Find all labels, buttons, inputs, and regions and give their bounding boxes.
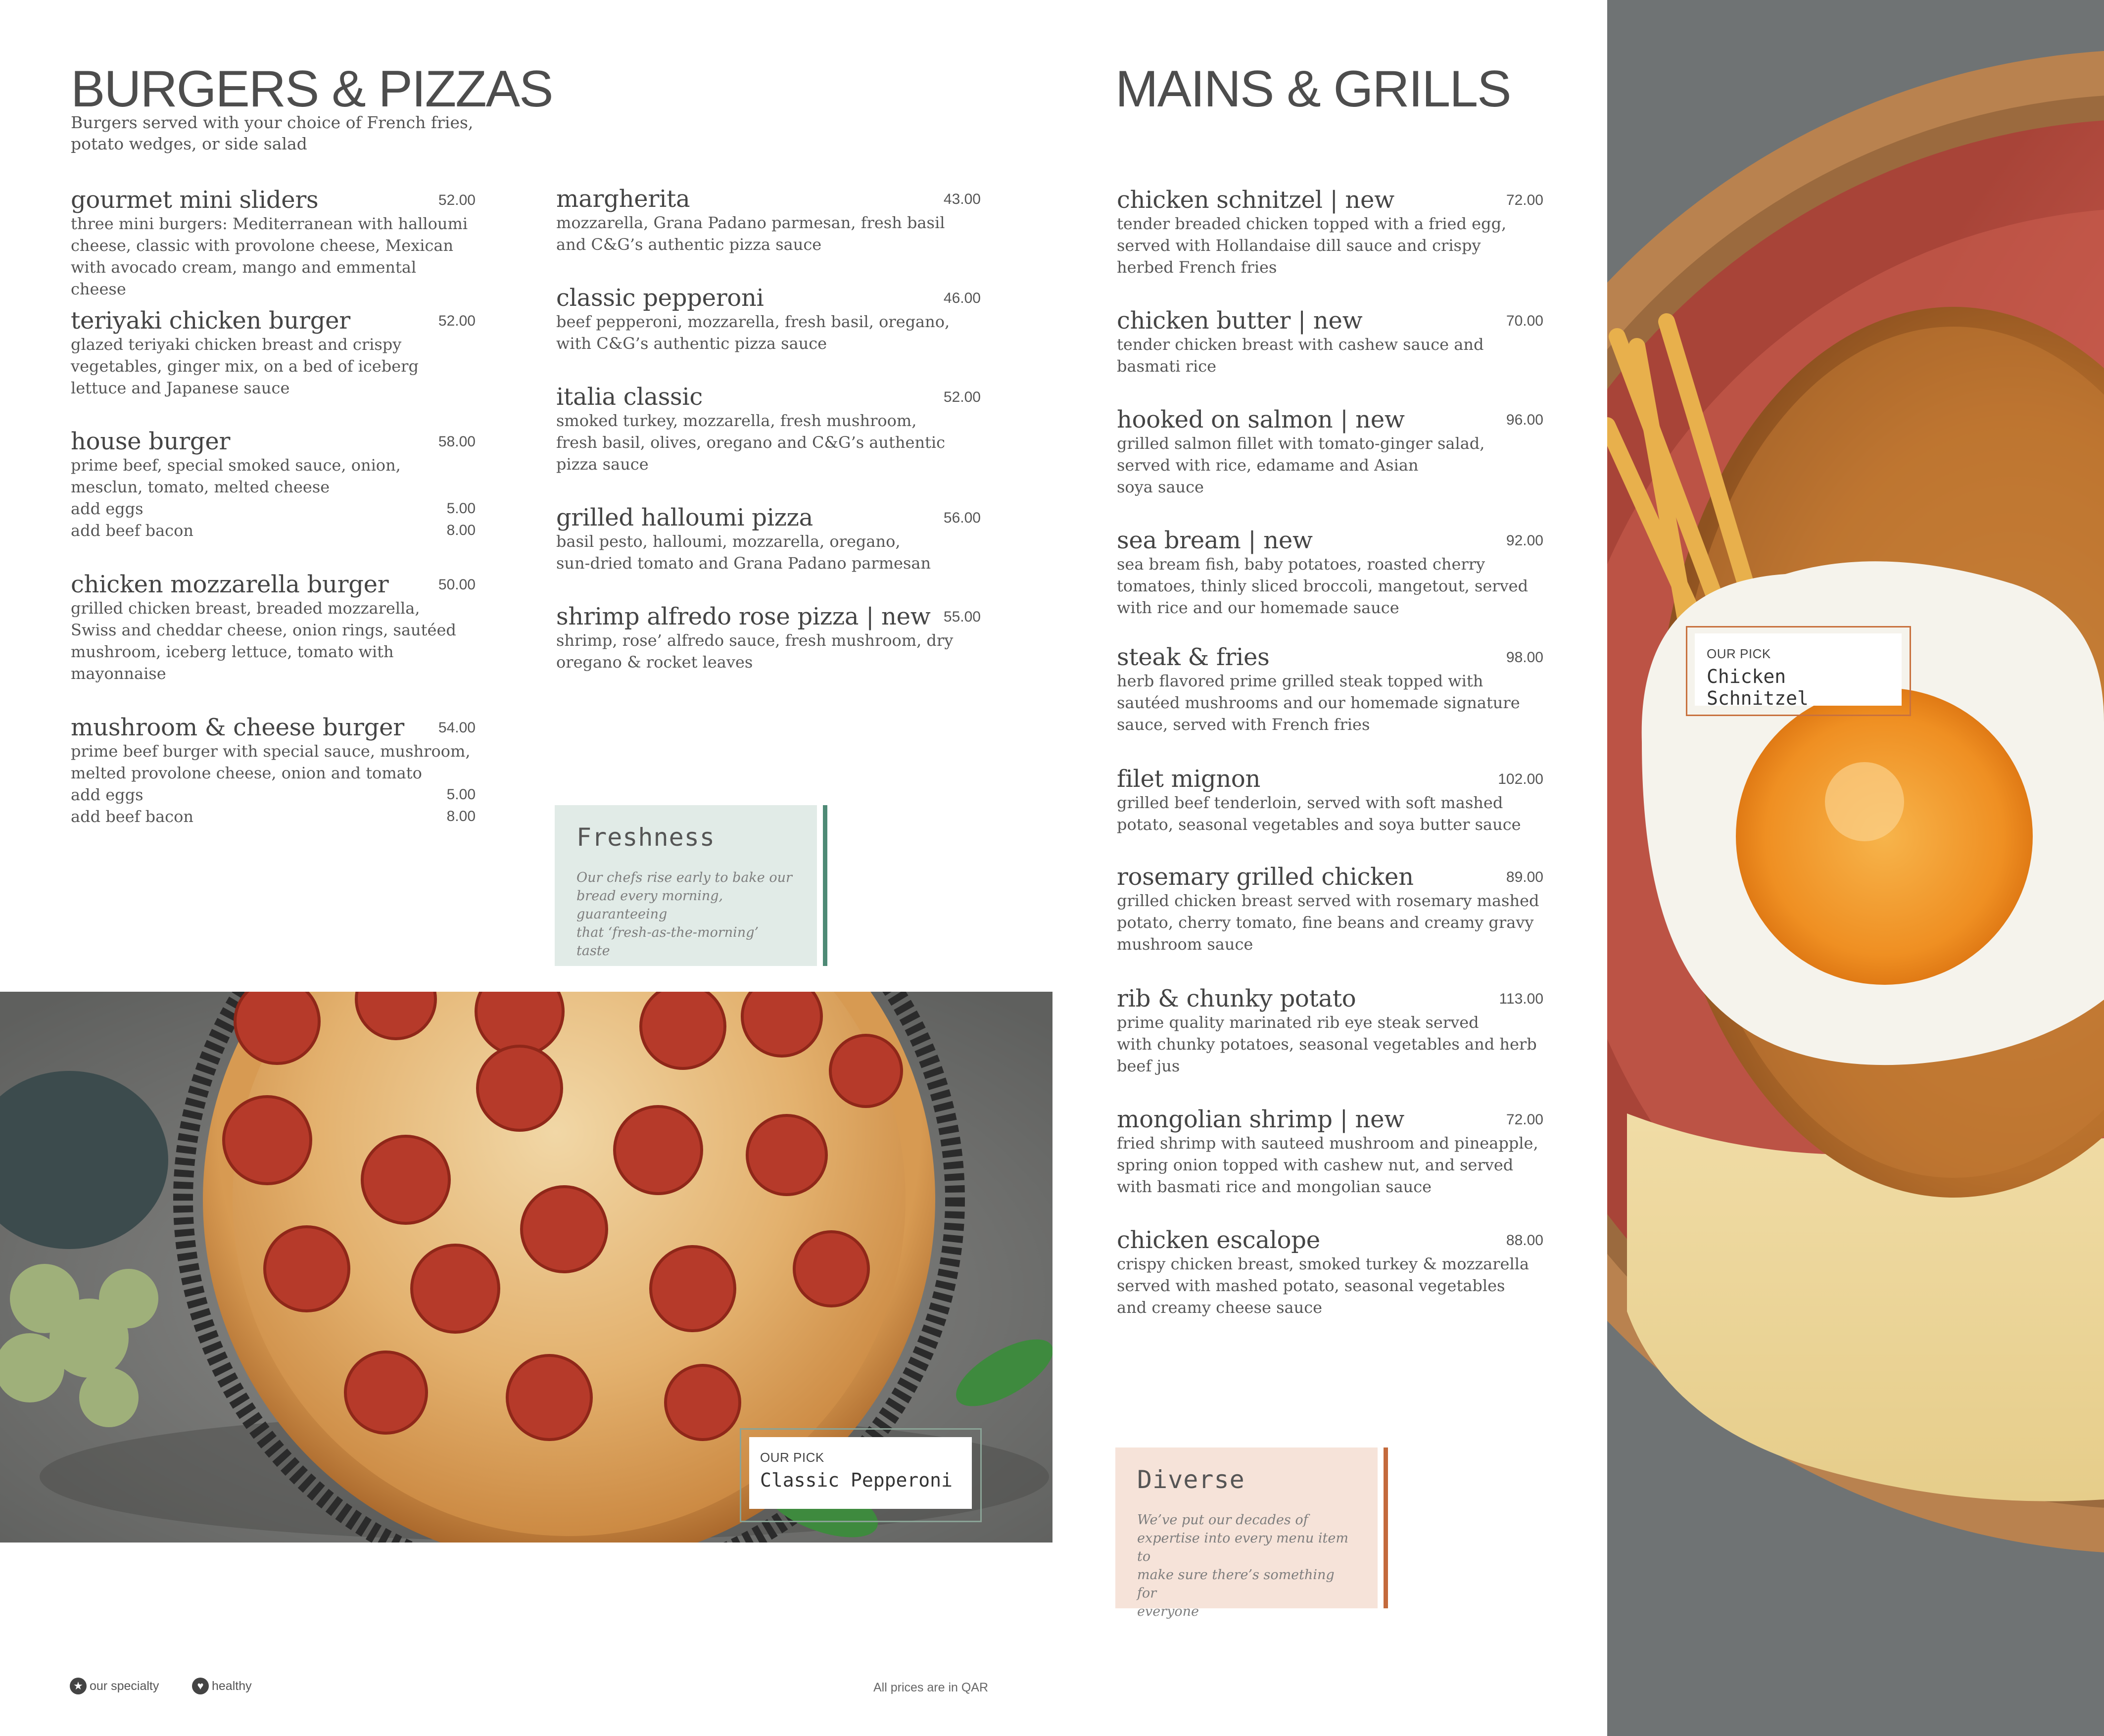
- item-price: 43.00: [943, 191, 981, 207]
- pepperoni-pick-card: [749, 1437, 972, 1509]
- pick-name: Chicken Schnitzel: [1707, 666, 1809, 709]
- freshness-title: Freshness: [576, 823, 715, 852]
- item-price: 72.00: [1506, 192, 1543, 208]
- item-description: tender chicken breast with cashew sauce and basmati rice: [1117, 335, 1484, 376]
- diverse-accent-bar: [1384, 1447, 1388, 1608]
- item-price: 52.00: [943, 389, 981, 405]
- item-description: fried shrimp with sauteed mushroom and pineapple, spring onion topped with cashew nut, and served with basmati rice and mongolian sauce: [1117, 1134, 1538, 1196]
- item-name: filet mignon: [1117, 765, 1261, 793]
- item-description: three mini burgers: Mediterranean with halloumi cheese, classic with provolone cheese, Mexican with avocado cream, mango and emmental cheese: [71, 214, 468, 298]
- freshness-accent-bar: [823, 805, 827, 966]
- item-price: 54.00: [438, 720, 476, 736]
- menu-item-chicken-schnitzel: [1117, 187, 1543, 278]
- item-name: sea bream | new: [1117, 527, 1313, 554]
- menu-item-shrimp-alfredo-rose-pizza: [556, 604, 981, 673]
- menu-item-hooked-on-salmon: [1117, 407, 1543, 498]
- item-price: 58.00: [438, 434, 476, 450]
- item-price: 102.00: [1498, 771, 1543, 787]
- item-name: house burger: [71, 428, 231, 455]
- item-description: grilled salmon fillet with tomato-ginger salad, served with rice, edamame and Asian soya sauce: [1117, 434, 1485, 496]
- item-price: 46.00: [943, 290, 981, 306]
- freshness-text: Our chefs rise early to bake our bread every morning, guaranteeing that ‘fresh-as-the-morning’ taste: [576, 870, 792, 959]
- schnitzel-pick-card: [1695, 633, 1902, 709]
- menu-item-grilled-halloumi-pizza: [556, 505, 981, 574]
- item-description: prime quality marinated rib eye steak served with chunky potatoes, seasonal vegetables and herb beef jus: [1117, 1013, 1537, 1075]
- item-description: beef pepperoni, mozzarella, fresh basil, oregano, with C&G’s authentic pizza sauce: [556, 312, 950, 353]
- item-price: 96.00: [1506, 412, 1543, 428]
- item-extra: add beef bacon 8.00: [71, 521, 476, 540]
- item-name: italia classic: [556, 383, 703, 411]
- item-name: chicken mozzarella burger: [71, 571, 389, 598]
- item-price: 56.00: [943, 510, 981, 526]
- item-description: grilled chicken breast served with rosemary mashed potato, cherry tomato, fine beans and creamy gravy mushroom sauce: [1117, 891, 1539, 954]
- item-price: 89.00: [1506, 869, 1543, 885]
- item-name: gourmet mini sliders: [71, 186, 319, 214]
- item-extra: add eggs 5.00: [71, 785, 476, 804]
- item-description: grilled beef tenderloin, served with soft mashed potato, seasonal vegetables and soya butter sauce: [1117, 793, 1521, 834]
- menu-item-chicken-butter: [1117, 308, 1543, 377]
- item-description: tender breaded chicken topped with a fried egg, served with Hollandaise dill sauce and crispy herbed French fries: [1117, 214, 1507, 277]
- item-name: steak & fries: [1117, 643, 1270, 671]
- item-description: shrimp, rose’ alfredo sauce, fresh mushroom, dry oregano & rocket leaves: [556, 631, 954, 672]
- item-name: mongolian shrimp | new: [1117, 1106, 1405, 1133]
- menu-item-teriyaki-chicken-burger: [71, 308, 476, 399]
- item-price: 52.00: [438, 313, 476, 329]
- item-description: glazed teriyaki chicken breast and crispy vegetables, ginger mix, on a bed of iceberg lettuce and Japanese sauce: [71, 335, 419, 397]
- menu-item-house-burger: [71, 429, 476, 541]
- menu-item-italia-classic: [556, 384, 981, 475]
- item-extra: add eggs 5.00: [71, 499, 476, 518]
- item-description: crispy chicken breast, smoked turkey & mozzarella served with mashed potato, seasonal vegetables and creamy cheese sauce: [1117, 1254, 1530, 1317]
- item-price: 70.00: [1506, 313, 1543, 329]
- item-name: shrimp alfredo rose pizza | new: [556, 603, 931, 630]
- legend-specialty: ★ our specialty: [70, 1678, 159, 1694]
- menu-item-margherita: [556, 186, 981, 255]
- menu-item-chicken-escalope: [1117, 1227, 1543, 1318]
- menu-item-gourmet-mini-sliders: [71, 187, 476, 300]
- item-price: 52.00: [438, 192, 476, 208]
- item-name: margherita: [556, 185, 690, 213]
- diverse-text: We’ve put our decades of expertise into every menu item to make sure there’s something for everyone: [1137, 1512, 1348, 1619]
- menu-item-mushroom-cheese-burger: [71, 715, 476, 827]
- item-description: prime beef, special smoked sauce, onion, mesclun, tomato, melted cheese: [71, 456, 401, 496]
- menu-item-classic-pepperoni: [556, 285, 981, 354]
- menu-item-sea-bream: [1117, 528, 1543, 619]
- freshness-note: [555, 805, 817, 966]
- prices-note: All prices are in QAR: [873, 1681, 989, 1694]
- diverse-note: [1115, 1447, 1378, 1619]
- star-icon: ★: [70, 1678, 87, 1694]
- item-price: 98.00: [1506, 649, 1543, 666]
- legend-healthy: ♥ healthy: [192, 1678, 252, 1694]
- item-name: rib & chunky potato: [1117, 985, 1356, 1013]
- item-description: grilled chicken breast, breaded mozzarella, Swiss and cheddar cheese, onion rings, sautéed mushroom, iceberg lettuce, tomato with mayonnaise: [71, 599, 456, 683]
- item-description: prime beef burger with special sauce, mushroom, melted provolone cheese, onion and tomato: [71, 742, 471, 782]
- item-price: 92.00: [1506, 532, 1543, 549]
- heart-icon: ♥: [192, 1678, 209, 1694]
- item-name: teriyaki chicken burger: [71, 307, 350, 335]
- item-description: mozzarella, Grana Padano parmesan, fresh basil and C&G’s authentic pizza sauce: [556, 213, 945, 254]
- item-name: rosemary grilled chicken: [1117, 863, 1414, 891]
- menu-item-mongolian-shrimp: [1117, 1107, 1543, 1198]
- item-name: grilled halloumi pizza: [556, 504, 813, 531]
- item-name: classic pepperoni: [556, 284, 764, 312]
- pick-label: OUR PICK: [760, 1450, 824, 1465]
- item-name: hooked on salmon | new: [1117, 406, 1405, 434]
- item-price: 88.00: [1506, 1232, 1543, 1249]
- item-price: 55.00: [943, 609, 981, 625]
- item-extra: add beef bacon 8.00: [71, 807, 476, 826]
- item-name: chicken schnitzel | new: [1117, 186, 1394, 214]
- menu-item-rib-chunky-potato: [1117, 986, 1543, 1077]
- diverse-title: Diverse: [1137, 1465, 1245, 1494]
- item-description: herb flavored prime grilled steak topped with sautéed mushrooms and our homemade signature sauce, served with French fries: [1117, 672, 1520, 734]
- item-name: chicken escalope: [1117, 1226, 1320, 1254]
- menu-item-rosemary-grilled-chicken: [1117, 864, 1543, 955]
- menu-item-chicken-mozzarella-burger: [71, 572, 476, 684]
- menu-item-filet-mignon: [1117, 766, 1543, 835]
- schnitzel-photo: [1607, 0, 2104, 1736]
- item-name: mushroom & cheese burger: [71, 714, 404, 741]
- item-description: sea bream fish, baby potatoes, roasted cherry tomatoes, thinly sliced broccoli, mangetout, served with rice and our homemade sauce: [1117, 555, 1529, 617]
- item-name: chicken butter | new: [1117, 307, 1363, 335]
- burgers-pizzas-title: BURGERS & PIZZAS: [71, 60, 553, 118]
- menu-item-steak-fries: [1117, 644, 1543, 735]
- mains-grills-title: MAINS & GRILLS: [1115, 60, 1511, 118]
- item-price: 50.00: [438, 577, 476, 593]
- item-description: basil pesto, halloumi, mozzarella, oregano, sun-dried tomato and Grana Padano parmesan: [556, 532, 931, 573]
- burgers-subtitle: Burgers served with your choice of French fries, potato wedges, or side salad: [71, 113, 474, 153]
- pick-name: Classic Pepperoni: [760, 1469, 953, 1491]
- item-price: 113.00: [1499, 991, 1543, 1007]
- item-description: smoked turkey, mozzarella, fresh mushroom, fresh basil, olives, oregano and C&G’s authentic pizza sauce: [556, 411, 946, 474]
- pick-label: OUR PICK: [1707, 646, 1771, 661]
- item-price: 72.00: [1506, 1111, 1543, 1128]
